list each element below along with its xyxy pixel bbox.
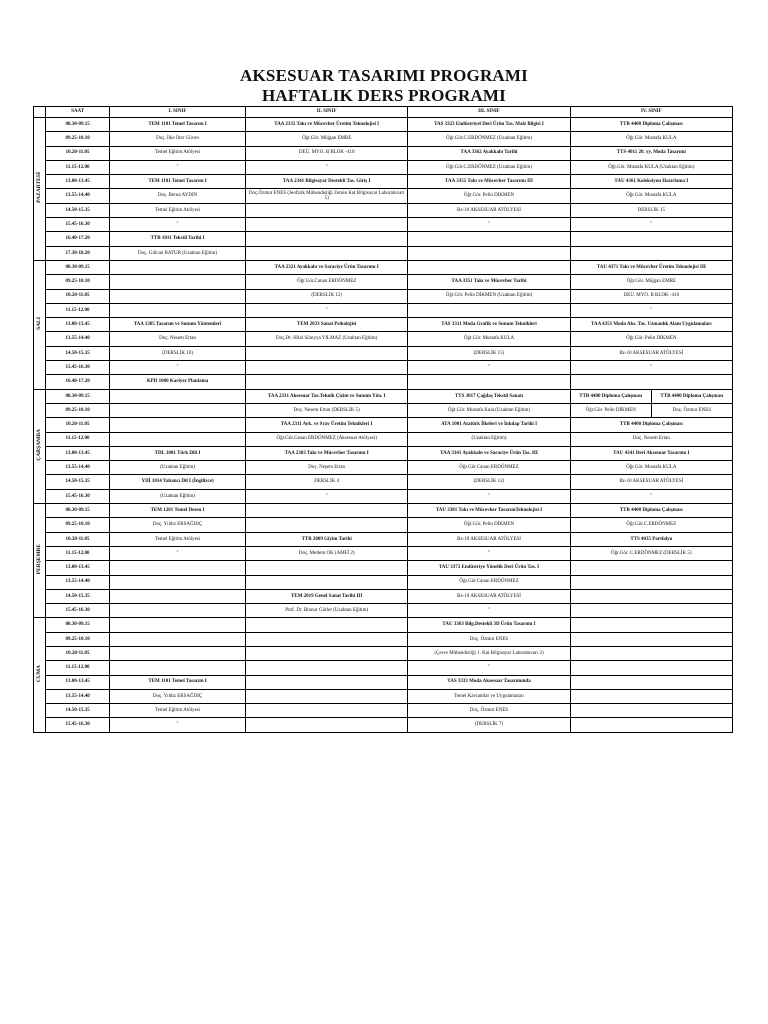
course-cell: [110, 661, 246, 675]
course-cell: TTB 4400 Diploma Çalışması: [570, 118, 732, 132]
course-cell: ": [408, 361, 570, 375]
course-cell: [246, 704, 408, 718]
time-cell: 14.50-15.35: [46, 704, 110, 718]
time-cell: 13.00-13.45: [46, 561, 110, 575]
course-cell: Doç.Özmur ENES (Jeofizik Mühendisliği Zemin Kat Bilgisayar Laboratuvarı 5): [246, 189, 408, 203]
course-cell: Öğr.Gör.C.ERDÖNMEZ: [570, 518, 732, 532]
table-row: [34, 675, 733, 689]
course-cell: ": [408, 546, 570, 560]
course-cell: DERSLİK 4: [246, 475, 408, 489]
table-row: [34, 389, 733, 403]
time-cell: 11.15-12.00: [46, 546, 110, 560]
header-sinif-1: I. SINIF: [110, 107, 246, 118]
course-cell: [570, 689, 732, 703]
course-cell: ": [110, 218, 246, 232]
time-cell: 09.25-10.10: [46, 518, 110, 532]
course-cell: ": [408, 489, 570, 503]
course-cell: TAS 3323 Endüstriyel Deri Ürün Tas. Malz Bilgisi I: [408, 118, 570, 132]
time-cell: 08.30-09.15: [46, 118, 110, 132]
course-cell: YDİ 1014 Yabancı Dil I (İngilizce): [110, 475, 246, 489]
time-cell: 09.25-10.10: [46, 632, 110, 646]
course-cell: [408, 260, 570, 274]
course-cell: Temel Eğitim Atölyesi: [110, 146, 246, 160]
course-cell: TEM 1101 Temel Tasarım I: [110, 175, 246, 189]
course-cell: TTB 4400 Diploma Çalışması: [570, 389, 651, 403]
course-cell: Bz-10 AKSESUAR ATÖLYESİ: [570, 475, 732, 489]
course-cell: (Uzaktan Eğitim): [408, 432, 570, 446]
course-cell: Doç. Nesem Ertan: [570, 432, 732, 446]
table-row: [34, 661, 733, 675]
table-row: [34, 432, 733, 446]
course-cell: ": [408, 604, 570, 618]
table-row: [34, 189, 733, 203]
course-cell: [110, 418, 246, 432]
course-cell: TTS 3017 Çağdaş Tekstil Sanatı: [408, 389, 570, 403]
time-cell: 13.55-14.40: [46, 461, 110, 475]
course-cell: [246, 675, 408, 689]
table-row: [34, 461, 733, 475]
course-cell: [570, 561, 732, 575]
time-cell: 11.15-12.00: [46, 303, 110, 317]
course-cell: TTB 4400 Diploma Çalışması: [570, 418, 732, 432]
course-cell: [246, 661, 408, 675]
course-cell: (Uzaktan Eğitim): [110, 489, 246, 503]
course-cell: TAU 4361 Koleksiyon Hazırlama I: [570, 175, 732, 189]
course-cell: (Uzaktan Eğitim): [110, 461, 246, 475]
course-cell: [110, 432, 246, 446]
table-row: [34, 589, 733, 603]
course-cell: [570, 675, 732, 689]
course-cell: Öğr.Gör. Pelin DİKMEN: [570, 403, 651, 417]
table-row: [34, 303, 733, 317]
course-cell: [246, 646, 408, 660]
course-cell: Öğr.Gör.Canan ERDÖNMEZ: [246, 275, 408, 289]
day-label-cell: [34, 118, 46, 261]
course-cell: Öğr.Gör. Mustafa KULA: [570, 189, 732, 203]
time-cell: 14.50-15.35: [46, 475, 110, 489]
course-cell: TAA 2311 Ayk. ve Sray Üretim Teknikleri I: [246, 418, 408, 432]
table-row: [34, 632, 733, 646]
table-row: [34, 618, 733, 632]
course-cell: [570, 646, 732, 660]
course-cell: (DERSLİK 12): [246, 289, 408, 303]
course-cell: TEM 1101 Temel Tasarım I: [110, 118, 246, 132]
course-cell: TAA 4351 Moda Aks. Tas. Uzmanlık Alanı Uygulamaları: [570, 318, 732, 332]
time-cell: 11.15-12.00: [46, 160, 110, 174]
time-cell: 09.25-10.10: [46, 132, 110, 146]
table-row: [34, 361, 733, 375]
course-cell: [110, 618, 246, 632]
header-saat: SAAT: [46, 107, 110, 118]
course-cell: Doç. Meltem OK (AMFİ 2): [246, 546, 408, 560]
course-cell: TAA 3341 Ayakkabı ve Saraciye Ürün Tas. III: [408, 446, 570, 460]
time-cell: 10.20-11.05: [46, 146, 110, 160]
course-cell: (DERSLİK 10): [110, 346, 246, 360]
page-title: AKSESUAR TASARIMI PROGRAMI: [240, 66, 528, 85]
course-cell: TAU 4371 Takı ve Mücevher Üretim Teknolojisi III: [570, 260, 732, 274]
table-row: [34, 375, 733, 389]
course-cell: Prof. Dr. Binnur Gürler (Uzaktan Eğitim): [246, 604, 408, 618]
course-cell: Bz-10 AKSESUAR ATÖLYESİ: [570, 346, 732, 360]
table-row: [34, 218, 733, 232]
table-row: [34, 175, 733, 189]
course-cell: Öğr.Gör.Canan ERDÖNMEZ: [408, 575, 570, 589]
course-cell: [246, 689, 408, 703]
table-row: [34, 132, 733, 146]
course-cell: Doç. Berna AYDIN: [110, 189, 246, 203]
course-cell: TAU 3381 Takı ve Mücevher TasarımTeknolojisi I: [408, 504, 570, 518]
time-cell: 09.25-10.10: [46, 275, 110, 289]
time-cell: 14.50-15.35: [46, 346, 110, 360]
course-cell: KPD 1000 Kariyer Planlama: [110, 375, 246, 389]
course-cell: Temel Eğitim Atölyesi: [110, 704, 246, 718]
course-cell: [110, 303, 246, 317]
course-cell: TAA 2341 Bilgisayar Destekli Tas. Giriş I: [246, 175, 408, 189]
course-cell: [408, 246, 570, 260]
course-cell: TAA 3355 Takı ve Mücevher Tasarımı III: [408, 175, 570, 189]
time-cell: 10.20-11.05: [46, 418, 110, 432]
course-cell: [110, 604, 246, 618]
course-cell: [110, 403, 246, 417]
day-name: PERŞEMBE: [35, 544, 42, 575]
course-cell: [246, 561, 408, 575]
day-label-cell: [34, 504, 46, 618]
course-cell: [570, 589, 732, 603]
table-row: [34, 546, 733, 560]
course-cell: Öğr.Gör. Pelin DİKMEN: [408, 518, 570, 532]
course-cell: Öğr.Gör. Müjgan EMRE: [570, 275, 732, 289]
course-cell: TAA 1305 Tasarım ve Sunum Yöntemleri: [110, 318, 246, 332]
table-row: [34, 332, 733, 346]
course-cell: TEM 2033 Sanat Psikolojisi: [246, 318, 408, 332]
time-cell: 11.15-12.00: [46, 432, 110, 446]
course-cell: Doç. Nesem Ertan (DERSLİK 5): [246, 403, 408, 417]
header-sinif-4: IV. SINIF: [570, 107, 732, 118]
time-cell: 08.30-09.15: [46, 260, 110, 274]
time-cell: 10.20-11.05: [46, 532, 110, 546]
time-cell: 10.20-11.05: [46, 646, 110, 660]
schedule-table: [33, 106, 733, 733]
table-row: [34, 260, 733, 274]
day-label-cell: [34, 389, 46, 503]
course-cell: ATA 1001 Atatürk İlkeleri ve İnkılap Tarihi I: [408, 418, 570, 432]
time-cell: 13.00-13.45: [46, 446, 110, 460]
table-row: [34, 604, 733, 618]
course-cell: ": [246, 160, 408, 174]
course-cell: Doç. Gülcan BATUR (Uzaktan Eğitim): [110, 246, 246, 260]
table-row: [34, 403, 733, 417]
course-cell: ": [570, 489, 732, 503]
course-cell: Öğr.Gör. Mustafa KULA: [408, 332, 570, 346]
header-day: [34, 107, 46, 118]
course-cell: TTB 4400 Diploma Çalışması: [651, 389, 732, 403]
time-cell: 13.55-14.40: [46, 189, 110, 203]
course-cell: Doç. Neşem Ertan: [246, 461, 408, 475]
course-cell: (DERSLİK 15): [408, 346, 570, 360]
course-cell: [110, 575, 246, 589]
course-cell: [110, 389, 246, 403]
course-cell: [246, 232, 408, 246]
course-cell: Öğr.Gör. Pelin DİKMEN: [570, 332, 732, 346]
course-cell: ": [110, 546, 246, 560]
table-row: [34, 518, 733, 532]
course-cell: TAA 2303 Takı ve Mücevher Tasarımı I: [246, 446, 408, 460]
table-row: [34, 575, 733, 589]
table-row: [34, 489, 733, 503]
course-cell: Öğr.Gör.C.ERDÖNMEZ (Uzaktan Eğitim): [408, 160, 570, 174]
course-cell: DEÜ. MYO. B BLOK -410: [246, 146, 408, 160]
table-row: [34, 418, 733, 432]
table-row: [34, 160, 733, 174]
course-cell: ": [570, 218, 732, 232]
time-cell: 15.45-16.30: [46, 218, 110, 232]
course-cell: [110, 561, 246, 575]
course-cell: [570, 375, 732, 389]
course-cell: [246, 218, 408, 232]
day-label-cell: [34, 618, 46, 732]
day-name: CUMA: [35, 665, 42, 683]
course-cell: Doç. Yıldız ERSAĞDIÇ: [110, 689, 246, 703]
course-cell: [246, 632, 408, 646]
course-cell: [570, 246, 732, 260]
course-cell: [246, 346, 408, 360]
course-cell: ": [570, 361, 732, 375]
time-cell: 08.30-09.15: [46, 389, 110, 403]
table-row: [34, 475, 733, 489]
day-label-cell: [34, 260, 46, 389]
time-cell: 09.25-10.10: [46, 403, 110, 417]
course-cell: TDL 1001 Türk Dili I: [110, 446, 246, 460]
time-cell: 13.00-13.45: [46, 318, 110, 332]
course-cell: [246, 618, 408, 632]
time-cell: 08.30-09.15: [46, 618, 110, 632]
course-cell: TAU 3363 Bilg.Destekli 3D Ürün Tasarımı I: [408, 618, 570, 632]
course-cell: Öğr.Gör.C.ERDÖNMEZ (Uzaktan Eğitim): [408, 132, 570, 146]
course-cell: Doç. İlke İlter Güven: [110, 132, 246, 146]
course-cell: ": [110, 160, 246, 174]
course-cell: TTB 4400 Diploma Çalışması: [570, 504, 732, 518]
course-cell: [570, 632, 732, 646]
table-row: [34, 318, 733, 332]
table-row: [34, 118, 733, 132]
course-cell: [110, 589, 246, 603]
table-row: [34, 532, 733, 546]
course-cell: (DERSLİK 7): [408, 718, 570, 732]
time-cell: 13.00-13.45: [46, 175, 110, 189]
course-cell: Öğr.Gör. C.ERDÖNMEZ (DERSLİK 5): [570, 546, 732, 560]
course-cell: Doç. Özmur ENES: [408, 704, 570, 718]
course-cell: [408, 303, 570, 317]
course-cell: Öğr.Gör. Pelin DİKMEN: [408, 189, 570, 203]
course-cell: TTS 4035 Portfolyo: [570, 532, 732, 546]
time-cell: 16.40-17.20: [46, 232, 110, 246]
time-cell: 13.55-14.40: [46, 575, 110, 589]
time-cell: 14.50-15.35: [46, 589, 110, 603]
course-cell: ": [408, 661, 570, 675]
course-cell: TTS 4011 20. yy. Moda Tasarımı: [570, 146, 732, 160]
course-cell: [408, 375, 570, 389]
time-cell: 13.55-14.40: [46, 332, 110, 346]
course-cell: Doç. Özmur ENES: [651, 403, 732, 417]
table-row: [34, 275, 733, 289]
header-sinif-2: II. SINIF: [246, 107, 408, 118]
day-name: PAZARTESİ: [35, 172, 42, 204]
time-cell: 15.45-16.30: [46, 718, 110, 732]
course-cell: [110, 275, 246, 289]
course-cell: [408, 232, 570, 246]
course-cell: TAA 3351 Takı ve Mücevher Tarihi: [408, 275, 570, 289]
time-cell: 15.45-16.30: [46, 489, 110, 503]
table-row: [34, 504, 733, 518]
course-cell: TEM 1101 Temel Tasarım I: [110, 675, 246, 689]
table-row: [34, 146, 733, 160]
course-cell: DEÜ. MYO. B BLOK -410: [570, 289, 732, 303]
day-name: ÇARŞAMBA: [35, 429, 42, 461]
course-cell: TAS 3333 Moda Aksesuar Tasarımında: [408, 675, 570, 689]
table-row: [34, 346, 733, 360]
course-cell: TAU 3373 Endüstriye Yönelik Deri Ürün Tas. I: [408, 561, 570, 575]
course-cell: [570, 661, 732, 675]
course-cell: Doç.Dr. Hilal Süreyya YILMAZ (Uzaktan Eğitim): [246, 332, 408, 346]
course-cell: TAA 2321 Ayakkabı ve Saraciye Ürün Tasarımı I: [246, 260, 408, 274]
table-row: [34, 561, 733, 575]
table-row: [34, 446, 733, 460]
course-cell: Temel Eğitim Atölyesi: [110, 203, 246, 217]
course-cell: TAA 2331 Aksesuar Tas.Teknik Çizim ve Sunum Yön. I: [246, 389, 408, 403]
course-cell: ": [110, 718, 246, 732]
course-cell: ": [570, 303, 732, 317]
course-cell: [246, 518, 408, 532]
time-cell: 17.30-18.20: [46, 246, 110, 260]
course-cell: ": [246, 489, 408, 503]
course-cell: TAS 3311 Moda Grafik ve Sunum Teknikleri: [408, 318, 570, 332]
table-row: [34, 289, 733, 303]
course-cell: TAA 2335 Takı ve Mücevher Üretim Teknolojisi I: [246, 118, 408, 132]
course-cell: Temel Kavramlar ve Uygulamaları: [408, 689, 570, 703]
table-row: [34, 689, 733, 703]
course-cell: [246, 504, 408, 518]
course-cell: [570, 718, 732, 732]
table-row: [34, 203, 733, 217]
table-row: [34, 246, 733, 260]
course-cell: TEM 2019 Genel Sanat Tarihi III: [246, 589, 408, 603]
course-cell: TTB 2009 Giyim Tarihi: [246, 532, 408, 546]
course-cell: ": [246, 303, 408, 317]
course-cell: Öğr.Gör.Canan ERDÖNMEZ: [408, 461, 570, 475]
course-cell: TTB 1011 Tekstil Tarihi I: [110, 232, 246, 246]
course-cell: [246, 375, 408, 389]
course-cell: [246, 718, 408, 732]
course-cell: [570, 575, 732, 589]
course-cell: [570, 704, 732, 718]
course-cell: [570, 604, 732, 618]
course-cell: (Çevre Mühendisliği 1. Kat Bilgisayar Laboratuvarı 2): [408, 646, 570, 660]
course-cell: Öğr.Gör. Mustafa KULA (Uzaktan Eğitim): [570, 160, 732, 174]
course-cell: DERSLİK 15: [570, 203, 732, 217]
course-cell: Doç. Nesem Ertan: [110, 332, 246, 346]
course-cell: Öğr.Gör. Mustafa KULA: [570, 132, 732, 146]
table-row: [34, 704, 733, 718]
course-cell: Öğr.Gör.Canan ERDÖNMEZ (Aksesuar Atölyesi): [246, 432, 408, 446]
course-cell: [246, 361, 408, 375]
course-cell: [570, 232, 732, 246]
table-row: [34, 232, 733, 246]
time-cell: 13.55-14.40: [46, 689, 110, 703]
time-cell: 15.45-16.30: [46, 361, 110, 375]
page-subtitle: HAFTALIK DERS PROGRAMI: [262, 86, 506, 105]
course-cell: [110, 260, 246, 274]
time-cell: 11.15-12.00: [46, 661, 110, 675]
course-cell: ": [408, 218, 570, 232]
time-cell: 08.30-09.15: [46, 504, 110, 518]
course-cell: [110, 289, 246, 303]
course-cell: Doç. Yıldız ERSAĞDIÇ: [110, 518, 246, 532]
course-cell: TEM 1201 Temel Desen I: [110, 504, 246, 518]
course-cell: Bz-10 AKSESUAR ATÖLYESİ: [408, 203, 570, 217]
course-cell: Bz-10 AKSESUAR ATÖLYESİ: [408, 589, 570, 603]
course-cell: ": [110, 361, 246, 375]
header-sinif-3: III. SINIF: [408, 107, 570, 118]
course-cell: [110, 646, 246, 660]
course-cell: [246, 203, 408, 217]
time-cell: 13.00-13.45: [46, 675, 110, 689]
course-cell: Temel Eğitim Atölyesi: [110, 532, 246, 546]
course-cell: TAA 3362 Ayakkabı Tarihi: [408, 146, 570, 160]
course-cell: Öğr.Gör. Mustafa Kula (Uzaktan Eğitim): [408, 403, 570, 417]
course-cell: [246, 575, 408, 589]
course-cell: [246, 246, 408, 260]
time-cell: 14.50-15.35: [46, 203, 110, 217]
course-cell: [110, 632, 246, 646]
course-cell: Öğr.Gör. Pelin DİKMEN (Uzaktan Eğitim): [408, 289, 570, 303]
header-row: [34, 107, 733, 118]
course-cell: TAU 4341 Deri Aksesuar Tasarımı I: [570, 446, 732, 460]
course-cell: Doç. Özmur ENES: [408, 632, 570, 646]
course-cell: (DERSLİK 12): [408, 475, 570, 489]
course-cell: Bz-10 AKSESUAR ATÖLYESİ: [408, 532, 570, 546]
course-cell: Öğr.Gör. Mustafa KULA: [570, 461, 732, 475]
table-row: [34, 718, 733, 732]
day-name: SALI: [35, 317, 42, 330]
course-cell: Öğr.Gör. Müjgan EMRE: [246, 132, 408, 146]
time-cell: 10.20-11.05: [46, 289, 110, 303]
time-cell: 16.40-17.20: [46, 375, 110, 389]
course-cell: [570, 618, 732, 632]
time-cell: 15.45-16.30: [46, 604, 110, 618]
table-row: [34, 646, 733, 660]
